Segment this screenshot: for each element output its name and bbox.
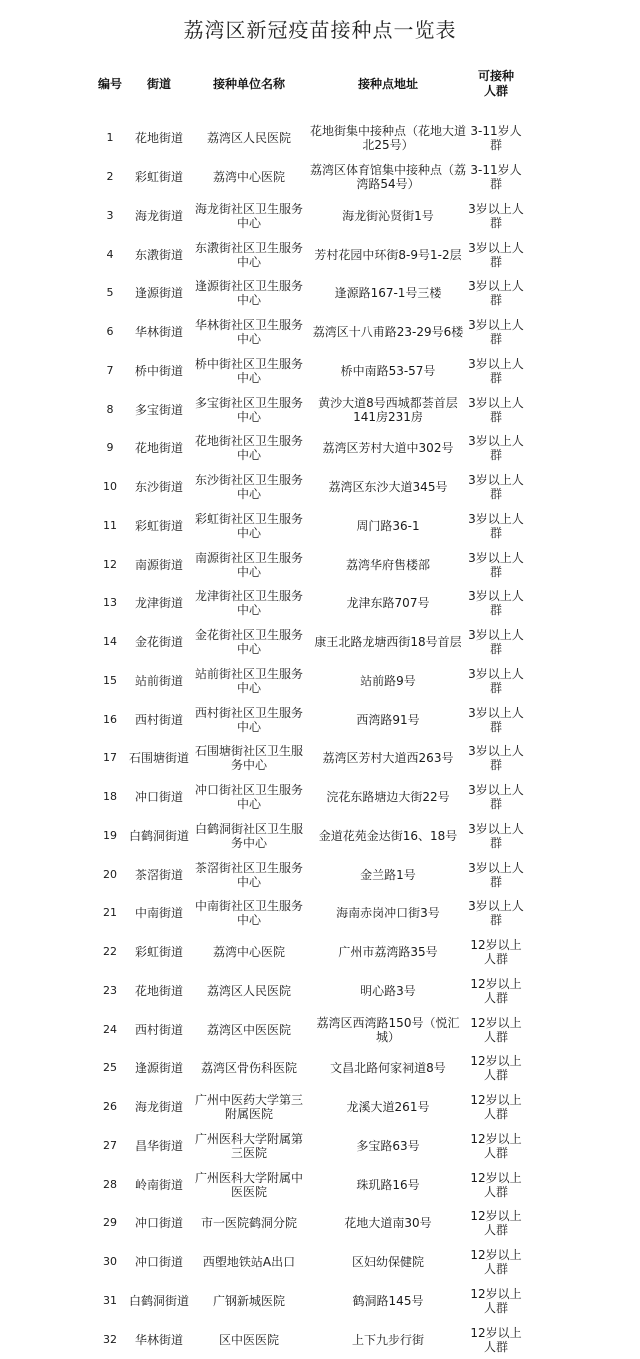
address-cell: 上下九步行街	[351, 1332, 424, 1347]
unit-name-cell: 彩虹街社区卫生服务中心	[194, 511, 303, 540]
address-cell: 芳村花园中环街8-9号1-2层	[314, 247, 462, 262]
street-cell: 花地街道	[134, 131, 183, 146]
table-row	[0, 855, 640, 894]
address-cell: 康王北路龙塘西街18号首层	[314, 635, 462, 650]
address-cell: 区妇幼保健院	[351, 1255, 424, 1270]
unit-name-cell: 西塱地铁站A出口	[202, 1255, 296, 1270]
table-row	[0, 507, 640, 546]
eligible-group-cell: 3岁以上人群	[468, 705, 524, 734]
street-cell: 海龙街道	[134, 208, 183, 223]
street-cell: 西村街道	[134, 712, 183, 727]
table-row	[0, 972, 640, 1011]
header-street: 街道	[146, 76, 171, 91]
street-cell: 岭南街道	[134, 1177, 183, 1192]
address-cell: 荔湾区芳村大道中302号	[322, 441, 454, 456]
address-cell: 文昌北路何家祠道8号	[330, 1061, 446, 1076]
eligible-group-cell: 3岁以上人群	[468, 744, 524, 773]
street-cell: 花地街道	[134, 983, 183, 998]
table-row	[0, 197, 640, 236]
row-number: 25	[103, 1061, 117, 1075]
table-row	[0, 352, 640, 391]
eligible-group-cell: 3岁以上人群	[468, 550, 524, 579]
row-number: 9	[106, 441, 114, 455]
table-row	[0, 1088, 640, 1127]
address-cell: 桥中南路53-57号	[340, 363, 436, 378]
row-number: 3	[106, 208, 114, 222]
unit-name-cell: 荔湾区人民医院	[206, 983, 291, 998]
unit-name-cell: 龙津街社区卫生服务中心	[194, 589, 303, 618]
unit-name-cell: 站前街社区卫生服务中心	[194, 666, 303, 695]
row-number: 10	[103, 480, 117, 494]
row-number: 27	[103, 1138, 117, 1152]
unit-name-cell: 西村街社区卫生服务中心	[194, 705, 303, 734]
unit-name-cell: 多宝街社区卫生服务中心	[194, 395, 303, 424]
eligible-group-cell: 3岁以上人群	[468, 899, 524, 928]
address-cell: 海龙街沁贤街1号	[342, 208, 434, 223]
address-cell: 逢源路167-1号三楼	[334, 286, 442, 301]
address-cell: 黄沙大道8号西城都荟首层141房231房	[318, 395, 458, 424]
address-cell: 鹤洞路145号	[352, 1293, 424, 1308]
unit-name-cell: 广州医科大学附属第三医院	[194, 1131, 303, 1160]
header-group	[468, 64, 524, 104]
street-cell: 茶滘街道	[134, 867, 183, 882]
unit-name-cell: 冲口街社区卫生服务中心	[194, 783, 303, 812]
street-cell: 龙津街道	[134, 596, 183, 611]
street-cell: 金花街道	[134, 635, 183, 650]
row-number: 26	[103, 1100, 117, 1114]
street-cell: 桥中街道	[134, 363, 183, 378]
table-row	[0, 468, 640, 507]
row-number: 31	[103, 1293, 117, 1307]
row-number: 17	[103, 751, 117, 765]
page-title: 荔湾区新冠疫苗接种点一览表	[183, 18, 457, 42]
address-cell: 荔湾区东沙大道345号	[328, 480, 448, 495]
table-row	[0, 235, 640, 274]
header-address: 接种点地址	[357, 76, 418, 91]
eligible-group-cell: 12岁以上人群	[470, 1015, 522, 1044]
table-row	[0, 662, 640, 701]
row-number: 23	[103, 983, 117, 997]
header-group-line2: 人群	[483, 84, 508, 98]
eligible-group-cell: 3岁以上人群	[468, 395, 524, 424]
table-row	[0, 1243, 640, 1282]
eligible-group-cell: 3-11岁人群	[470, 124, 522, 153]
row-number: 32	[103, 1332, 117, 1346]
table-row	[0, 894, 640, 933]
street-cell: 东沙街道	[134, 480, 183, 495]
row-number: 20	[103, 867, 117, 881]
street-cell: 中南街道	[134, 906, 183, 921]
address-cell: 荔湾区芳村大道西263号	[322, 751, 454, 766]
street-cell: 冲口街道	[134, 1216, 183, 1231]
eligible-group-cell: 3岁以上人群	[468, 279, 524, 308]
eligible-group-cell: 12岁以上人群	[470, 1248, 522, 1277]
street-cell: 多宝街道	[134, 402, 183, 417]
unit-name-cell: 荔湾区人民医院	[206, 131, 291, 146]
address-cell: 龙溪大道261号	[346, 1100, 430, 1115]
header-unit: 接种单位名称	[212, 76, 285, 91]
street-cell: 石围塘街道	[128, 751, 189, 766]
table-row	[0, 623, 640, 662]
unit-name-cell: 花地街社区卫生服务中心	[194, 434, 303, 463]
row-number: 14	[103, 635, 117, 649]
unit-name-cell: 华林街社区卫生服务中心	[194, 318, 303, 347]
unit-name-cell: 区中医医院	[218, 1332, 279, 1347]
address-cell: 龙津东路707号	[346, 596, 430, 611]
table-row	[0, 1127, 640, 1166]
street-cell: 逢源街道	[134, 286, 183, 301]
address-cell: 金道花苑金达街16、18号	[318, 828, 458, 843]
table-row	[0, 313, 640, 352]
table-row	[0, 429, 640, 468]
row-number: 15	[103, 673, 117, 687]
street-cell: 南源街道	[134, 557, 183, 572]
unit-name-cell: 广州医科大学附属中医医院	[194, 1170, 303, 1199]
street-cell: 冲口街道	[134, 1255, 183, 1270]
table-row	[0, 1282, 640, 1321]
address-cell: 荔湾区十八甫路23-29号6楼	[312, 325, 464, 340]
row-number: 2	[106, 170, 114, 184]
street-cell: 逢源街道	[134, 1061, 183, 1076]
eligible-group-cell: 3岁以上人群	[468, 318, 524, 347]
row-number: 4	[106, 247, 114, 261]
eligible-group-cell: 12岁以上人群	[470, 1325, 522, 1354]
table-row	[0, 584, 640, 623]
address-cell: 站前路9号	[360, 673, 416, 688]
eligible-group-cell: 3岁以上人群	[468, 511, 524, 540]
eligible-group-cell: 12岁以上人群	[470, 938, 522, 967]
street-cell: 白鹤洞街道	[128, 1293, 189, 1308]
row-number: 1	[106, 131, 114, 145]
unit-name-cell: 海龙街社区卫生服务中心	[194, 201, 303, 230]
row-number: 7	[106, 363, 114, 377]
street-cell: 西村街道	[134, 1022, 183, 1037]
eligible-group-cell: 3岁以上人群	[468, 666, 524, 695]
address-cell: 珠玑路16号	[356, 1177, 420, 1192]
street-cell: 彩虹街道	[134, 945, 183, 960]
row-number: 12	[103, 557, 117, 571]
eligible-group-cell: 12岁以上人群	[470, 1209, 522, 1238]
row-number: 30	[103, 1255, 117, 1269]
street-cell: 彩虹街道	[134, 518, 183, 533]
row-number: 18	[103, 790, 117, 804]
eligible-group-cell: 12岁以上人群	[470, 1286, 522, 1315]
unit-name-cell: 东沙街社区卫生服务中心	[194, 473, 303, 502]
unit-name-cell: 南源街社区卫生服务中心	[194, 550, 303, 579]
address-cell: 西湾路91号	[356, 712, 420, 727]
street-cell: 站前街道	[134, 673, 183, 688]
street-cell: 华林街道	[134, 325, 183, 340]
table-row	[0, 1010, 640, 1049]
row-number: 13	[103, 596, 117, 610]
address-cell: 花地街集中接种点（花地大道北25号）	[309, 124, 466, 153]
address-cell: 周门路36-1	[356, 518, 420, 533]
eligible-group-cell: 3岁以上人群	[468, 628, 524, 657]
table-row	[0, 739, 640, 778]
unit-name-cell: 荔湾中心医院	[212, 170, 285, 185]
row-number: 29	[103, 1216, 117, 1230]
eligible-group-cell: 12岁以上人群	[470, 1093, 522, 1122]
address-cell: 明心路3号	[360, 983, 416, 998]
table-row	[0, 274, 640, 313]
eligible-group-cell: 12岁以上人群	[470, 1054, 522, 1083]
street-cell: 华林街道	[134, 1332, 183, 1347]
table-row	[0, 778, 640, 817]
eligible-group-cell: 3岁以上人群	[468, 201, 524, 230]
address-cell: 花地大道南30号	[344, 1216, 432, 1231]
eligible-group-cell: 3岁以上人群	[468, 473, 524, 502]
unit-name-cell: 荔湾中心医院	[212, 945, 285, 960]
address-cell: 金兰路1号	[360, 867, 416, 882]
table-header	[0, 64, 640, 104]
table-row	[0, 1049, 640, 1088]
eligible-group-cell: 3岁以上人群	[468, 434, 524, 463]
unit-name-cell: 桥中街社区卫生服务中心	[194, 356, 303, 385]
table-row	[0, 1320, 640, 1359]
header-group-line1: 可接种	[477, 69, 514, 83]
header-no: 编号	[97, 76, 122, 91]
address-cell: 荔湾区西湾路150号（悦汇城）	[316, 1015, 460, 1044]
eligible-group-cell: 3岁以上人群	[468, 356, 524, 385]
unit-name-cell: 白鹤洞街社区卫生服务中心	[194, 821, 303, 850]
address-cell: 浣花东路塘边大街22号	[326, 790, 450, 805]
eligible-group-cell: 3岁以上人群	[468, 589, 524, 618]
street-cell: 冲口街道	[134, 790, 183, 805]
table-row	[0, 119, 640, 158]
row-number: 28	[103, 1177, 117, 1191]
street-cell: 海龙街道	[134, 1100, 183, 1115]
row-number: 11	[103, 518, 117, 532]
row-number: 22	[103, 945, 117, 959]
address-cell: 荔湾区体育馆集中接种点（荔湾路54号）	[309, 163, 466, 192]
eligible-group-cell: 12岁以上人群	[470, 1170, 522, 1199]
unit-name-cell: 东漖街社区卫生服务中心	[194, 240, 303, 269]
eligible-group-cell: 3岁以上人群	[468, 821, 524, 850]
unit-name-cell: 中南街社区卫生服务中心	[194, 899, 303, 928]
address-cell: 多宝路63号	[356, 1138, 420, 1153]
table-row	[0, 1204, 640, 1243]
unit-name-cell: 荔湾区中医医院	[206, 1022, 291, 1037]
row-number: 21	[103, 906, 117, 920]
row-number: 16	[103, 712, 117, 726]
table-body	[0, 119, 640, 1359]
table-row	[0, 158, 640, 197]
street-cell: 花地街道	[134, 441, 183, 456]
eligible-group-cell: 3岁以上人群	[468, 783, 524, 812]
table-row	[0, 390, 640, 429]
table-row	[0, 933, 640, 972]
address-cell: 海南赤岗冲口街3号	[336, 906, 440, 921]
unit-name-cell: 荔湾区骨伤科医院	[200, 1061, 297, 1076]
row-number: 24	[103, 1022, 117, 1036]
row-number: 8	[106, 402, 114, 416]
eligible-group-cell: 12岁以上人群	[470, 976, 522, 1005]
table-row	[0, 817, 640, 856]
street-cell: 昌华街道	[134, 1138, 183, 1153]
eligible-group-cell: 3-11岁人群	[470, 163, 522, 192]
address-cell: 广州市荔湾路35号	[338, 945, 438, 960]
street-cell: 白鹤洞街道	[128, 828, 189, 843]
eligible-group-cell: 12岁以上人群	[470, 1131, 522, 1160]
street-cell: 东漖街道	[134, 247, 183, 262]
row-number: 5	[106, 286, 114, 300]
address-cell: 荔湾华府售楼部	[345, 557, 430, 572]
unit-name-cell: 逢源街社区卫生服务中心	[194, 279, 303, 308]
unit-name-cell: 广钢新城医院	[212, 1293, 285, 1308]
unit-name-cell: 石围塘街社区卫生服务中心	[194, 744, 303, 773]
unit-name-cell: 市一医院鹤洞分院	[200, 1216, 297, 1231]
table-row	[0, 700, 640, 739]
unit-name-cell: 广州中医药大学第三附属医院	[194, 1093, 303, 1122]
table-row	[0, 545, 640, 584]
eligible-group-cell: 3岁以上人群	[468, 240, 524, 269]
row-number: 19	[103, 828, 117, 842]
row-number: 6	[106, 325, 114, 339]
unit-name-cell: 茶滘街社区卫生服务中心	[194, 860, 303, 889]
table-row	[0, 1165, 640, 1204]
eligible-group-cell: 3岁以上人群	[468, 860, 524, 889]
unit-name-cell: 金花街社区卫生服务中心	[194, 628, 303, 657]
street-cell: 彩虹街道	[134, 170, 183, 185]
